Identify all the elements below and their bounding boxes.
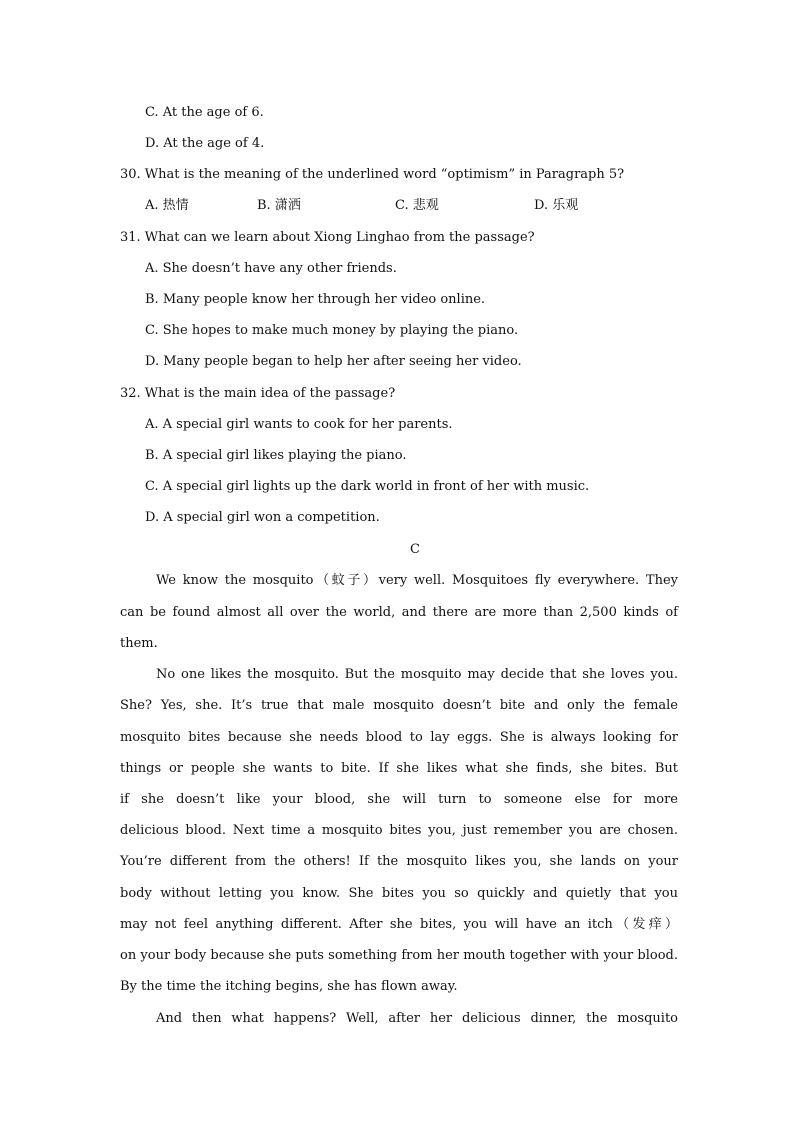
question-32-stem: 32. What is the main idea of the passage? (120, 386, 396, 401)
paragraph-line: You’re different from the others! If the mosquito likes you, she lands on your (120, 854, 678, 869)
q30-option-c[interactable]: C. 悲观 (395, 198, 439, 213)
paragraph-line: on your body because she puts something from her mouth together with your blood. (120, 948, 678, 963)
paragraph-line: can be found almost all over the world, and there are more than 2,500 kinds of (120, 605, 678, 620)
question-30-stem: 30. What is the meaning of the underlined word “optimism” in Paragraph 5? (120, 167, 625, 182)
paragraph-line: No one likes the mosquito. But the mosquito may decide that she loves you. (156, 667, 678, 682)
paragraph-line: if she doesn’t like your blood, she will turn to someone else for more (120, 792, 678, 807)
option-d-prev[interactable]: D. At the age of 4. (145, 136, 265, 151)
q31-option-b[interactable]: B. Many people know her through her video online. (145, 292, 486, 307)
paragraph-line: mosquito bites because she needs blood to lay eggs. She is always looking for (120, 730, 678, 745)
q31-option-d[interactable]: D. Many people began to help her after seeing her video. (145, 354, 522, 369)
q31-option-c[interactable]: C. She hopes to make much money by playing the piano. (145, 323, 519, 338)
q30-option-b[interactable]: B. 潇洒 (257, 198, 301, 213)
paragraph-line: things or people she wants to bite. If she likes what she finds, she bites. But (120, 761, 678, 776)
question-31-stem: 31. What can we learn about Xiong Linghao from the passage? (120, 230, 535, 245)
paragraph-line: We know the mosquito（蚊子）very well. Mosquitoes fly everywhere. They (156, 573, 678, 588)
q32-option-c[interactable]: C. A special girl lights up the dark world in front of her with music. (145, 479, 590, 494)
q32-option-b[interactable]: B. A special girl likes playing the piano. (145, 448, 407, 463)
paragraph-line: By the time the itching begins, she has flown away. (120, 979, 458, 994)
q32-option-d[interactable]: D. A special girl won a competition. (145, 510, 380, 525)
q31-option-a[interactable]: A. She doesn’t have any other friends. (145, 261, 397, 276)
passage-title: C (410, 542, 420, 557)
option-c-prev[interactable]: C. At the age of 6. (145, 105, 264, 120)
q32-option-a[interactable]: A. A special girl wants to cook for her parents. (145, 417, 453, 432)
paragraph-line: delicious blood. Next time a mosquito bites you, just remember you are chosen. (120, 823, 678, 838)
paragraph-line: body without letting you know. She bites you so quickly and quietly that you (120, 886, 678, 901)
paragraph-line: And then what happens? Well, after her delicious dinner, the mosquito (156, 1011, 678, 1026)
q30-option-d[interactable]: D. 乐观 (534, 198, 579, 213)
paragraph-line: them. (120, 636, 158, 651)
paragraph-line: may not feel anything different. After she bites, you will have an itch（发痒） (120, 917, 678, 932)
paragraph-line: She? Yes, she. It’s true that male mosquito doesn’t bite and only the female (120, 698, 678, 713)
q30-option-a[interactable]: A. 热情 (145, 198, 189, 213)
